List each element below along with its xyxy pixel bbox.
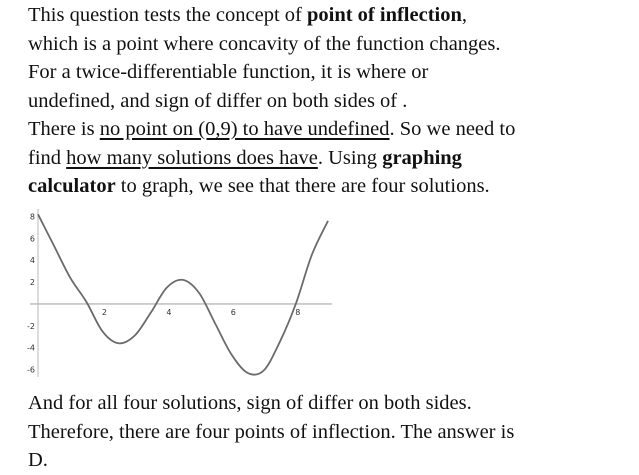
x-tick-label: 8 (295, 307, 301, 317)
underlined-phrase: no point on (0,9) to have undefined (99, 118, 390, 140)
x-tick-label: 6 (230, 307, 236, 317)
y-tick-label: -6 (27, 365, 35, 375)
explanation-line-2: which is a point where concavity of the function changes. (28, 32, 501, 55)
y-tick-label: -4 (27, 343, 35, 353)
text-run: There is (28, 118, 100, 140)
function-curve (38, 214, 328, 374)
y-tick-label: 6 (29, 234, 35, 244)
y-tick-label: -2 (27, 321, 35, 331)
y-tick-label: 4 (29, 256, 35, 266)
text-run: This question tests the concept of (28, 4, 307, 26)
explanation-line-4: undefined, and sign of differ on both sides of . (28, 89, 408, 112)
y-tick-label: 2 (29, 278, 35, 288)
conclusion-line-3: D. (28, 449, 48, 471)
key-term-point-of-inflection: point of inflection (306, 4, 462, 26)
explanation-line-3: For a twice-differentiable function, it is where or (28, 61, 429, 83)
x-tick-label: 4 (166, 307, 172, 317)
y-tick-label: 8 (29, 212, 35, 222)
explanation-line-7 (28, 172, 515, 201)
conclusion-line-2: Therefore, there are four points of inflection. The answer is (28, 420, 515, 443)
explanation-line-5 (28, 115, 515, 144)
explanation-paragraph (28, 1, 515, 201)
x-tick-label: 2 (101, 307, 107, 317)
text-run: find (28, 146, 67, 169)
graph-curve-layer (38, 214, 328, 374)
text-run: , (461, 4, 468, 26)
text-run: to graph, we see that there are four solutions. (115, 175, 490, 197)
key-term-calculator: calculator (28, 175, 116, 197)
text-run: . So we need to (389, 118, 516, 140)
text-run: . Using (317, 146, 383, 169)
graph-tick-labels (27, 212, 300, 374)
explanation-line-1 (28, 1, 515, 30)
underlined-phrase: how many solutions does have (66, 146, 318, 169)
key-term-graphing: graphing (382, 146, 462, 169)
explanation-line-6 (28, 144, 515, 173)
function-graph (24, 207, 334, 379)
conclusion-line-1: And for all four solutions, sign of differ on both sides. (28, 392, 472, 414)
graph-axes (30, 209, 332, 377)
conclusion-paragraph (28, 389, 514, 475)
